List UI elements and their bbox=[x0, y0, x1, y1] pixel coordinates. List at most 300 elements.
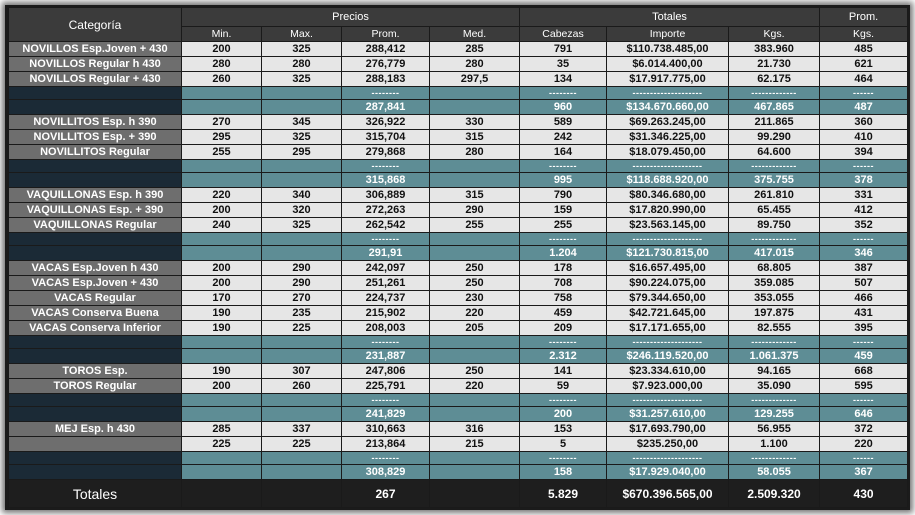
separator-cell bbox=[182, 233, 262, 246]
value-cell: 352 bbox=[820, 218, 908, 233]
value-cell: 325 bbox=[262, 42, 342, 57]
value-cell: 758 bbox=[520, 291, 607, 306]
value-cell: 708 bbox=[520, 276, 607, 291]
value-cell: 141 bbox=[520, 364, 607, 379]
summary-cell bbox=[182, 349, 262, 364]
value-cell: 250 bbox=[430, 364, 520, 379]
value-cell: 431 bbox=[820, 306, 908, 321]
separator-cell: -------- bbox=[520, 336, 607, 349]
value-cell: 297,5 bbox=[430, 72, 520, 87]
summary-cell: 287,841 bbox=[342, 100, 430, 115]
value-cell: 260 bbox=[182, 72, 262, 87]
value-cell: $80.346.680,00 bbox=[607, 188, 729, 203]
summary-cell: $118.688.920,00 bbox=[607, 173, 729, 188]
header-prom: Prom. bbox=[820, 8, 908, 27]
value-cell: 288,183 bbox=[342, 72, 430, 87]
category-cell: VAQUILLONAS Esp. h 390 bbox=[9, 188, 182, 203]
table-row bbox=[9, 276, 908, 291]
value-cell: 280 bbox=[262, 57, 342, 72]
table-row bbox=[9, 115, 908, 130]
value-cell: 280 bbox=[182, 57, 262, 72]
value-cell: $235.250,00 bbox=[607, 437, 729, 452]
summary-cell: 1.204 bbox=[520, 246, 607, 261]
value-cell: 331 bbox=[820, 188, 908, 203]
value-cell: 595 bbox=[820, 379, 908, 394]
summary-cell: 459 bbox=[820, 349, 908, 364]
table-row bbox=[9, 321, 908, 336]
category-cell: NOVILLITOS Regular bbox=[9, 145, 182, 160]
separator-row bbox=[9, 336, 908, 349]
separator-cell: ------------- bbox=[729, 336, 820, 349]
separator-category-cell bbox=[9, 87, 182, 100]
value-cell: $17.693.790,00 bbox=[607, 422, 729, 437]
summary-cell bbox=[430, 173, 520, 188]
value-cell: $6.014.400,00 bbox=[607, 57, 729, 72]
separator-cell: ------ bbox=[820, 452, 908, 465]
summary-cell: 158 bbox=[520, 465, 607, 480]
summary-cell: 995 bbox=[520, 173, 607, 188]
value-cell: 65.455 bbox=[729, 203, 820, 218]
separator-cell: -------- bbox=[520, 452, 607, 465]
separator-cell: -------- bbox=[520, 160, 607, 173]
value-cell: 320 bbox=[262, 203, 342, 218]
header-min: Min. bbox=[182, 27, 262, 42]
separator-cell bbox=[430, 87, 520, 100]
value-cell: $23.563.145,00 bbox=[607, 218, 729, 233]
separator-cell: -------- bbox=[342, 87, 430, 100]
value-cell: 280 bbox=[430, 145, 520, 160]
table-row bbox=[9, 57, 908, 72]
value-cell: $17.820.990,00 bbox=[607, 203, 729, 218]
summary-cell: 346 bbox=[820, 246, 908, 261]
separator-category-cell bbox=[9, 336, 182, 349]
value-cell: 262,542 bbox=[342, 218, 430, 233]
value-cell: 190 bbox=[182, 306, 262, 321]
separator-cell: -------------------- bbox=[607, 394, 729, 407]
value-cell: 395 bbox=[820, 321, 908, 336]
value-cell: 209 bbox=[520, 321, 607, 336]
value-cell: 82.555 bbox=[729, 321, 820, 336]
summary-cell bbox=[182, 246, 262, 261]
summary-cell bbox=[262, 246, 342, 261]
value-cell: 197.875 bbox=[729, 306, 820, 321]
value-cell: 261.810 bbox=[729, 188, 820, 203]
report-sheet bbox=[5, 5, 910, 510]
separator-cell bbox=[430, 452, 520, 465]
header-prom-precio: Prom. bbox=[342, 27, 430, 42]
table-row bbox=[9, 261, 908, 276]
summary-cell bbox=[182, 407, 262, 422]
value-cell: 205 bbox=[430, 321, 520, 336]
category-cell: VACAS Regular bbox=[9, 291, 182, 306]
summary-row bbox=[9, 100, 908, 115]
value-cell: 208,003 bbox=[342, 321, 430, 336]
value-cell: 285 bbox=[430, 42, 520, 57]
value-cell: 270 bbox=[262, 291, 342, 306]
separator-cell: -------------------- bbox=[607, 87, 729, 100]
value-cell: 200 bbox=[182, 276, 262, 291]
separator-row bbox=[9, 160, 908, 173]
value-cell: 56.955 bbox=[729, 422, 820, 437]
prices-table bbox=[8, 7, 908, 508]
separator-cell bbox=[430, 160, 520, 173]
summary-row bbox=[9, 465, 908, 480]
summary-cell: 129.255 bbox=[729, 407, 820, 422]
totals-cell bbox=[262, 480, 342, 508]
separator-cell: -------------------- bbox=[607, 160, 729, 173]
value-cell: 621 bbox=[820, 57, 908, 72]
header-kgs: Kgs. bbox=[729, 27, 820, 42]
separator-cell: ------------- bbox=[729, 394, 820, 407]
summary-cell bbox=[262, 100, 342, 115]
value-cell: 668 bbox=[820, 364, 908, 379]
value-cell: 64.600 bbox=[729, 145, 820, 160]
value-cell: 290 bbox=[262, 261, 342, 276]
value-cell: 383.960 bbox=[729, 42, 820, 57]
value-cell: 89.750 bbox=[729, 218, 820, 233]
value-cell: 250 bbox=[430, 261, 520, 276]
summary-cell: $31.257.610,00 bbox=[607, 407, 729, 422]
summary-cell: 231,887 bbox=[342, 349, 430, 364]
value-cell: 224,737 bbox=[342, 291, 430, 306]
separator-cell bbox=[182, 87, 262, 100]
separator-cell: ------------- bbox=[729, 87, 820, 100]
value-cell: 295 bbox=[182, 130, 262, 145]
value-cell: 200 bbox=[182, 379, 262, 394]
separator-cell: ------ bbox=[820, 394, 908, 407]
table-row bbox=[9, 379, 908, 394]
value-cell: 68.805 bbox=[729, 261, 820, 276]
summary-cell: $121.730.815,00 bbox=[607, 246, 729, 261]
value-cell: 359.085 bbox=[729, 276, 820, 291]
summary-row bbox=[9, 173, 908, 188]
value-cell: 288,412 bbox=[342, 42, 430, 57]
summary-cell: 417.015 bbox=[729, 246, 820, 261]
summary-cell: 646 bbox=[820, 407, 908, 422]
category-cell: VAQUILLONAS Esp. + 390 bbox=[9, 203, 182, 218]
separator-category-cell bbox=[9, 394, 182, 407]
summary-cell: 308,829 bbox=[342, 465, 430, 480]
summary-cell bbox=[430, 246, 520, 261]
totals-cell bbox=[430, 480, 520, 508]
value-cell: 306,889 bbox=[342, 188, 430, 203]
value-cell: 255 bbox=[182, 145, 262, 160]
value-cell: 394 bbox=[820, 145, 908, 160]
separator-cell: -------- bbox=[342, 233, 430, 246]
category-cell: VACAS Conserva Buena bbox=[9, 306, 182, 321]
totals-label: Totales bbox=[9, 480, 182, 508]
table-row bbox=[9, 437, 908, 452]
separator-cell bbox=[262, 452, 342, 465]
value-cell: 200 bbox=[182, 261, 262, 276]
value-cell: 464 bbox=[820, 72, 908, 87]
value-cell: 279,868 bbox=[342, 145, 430, 160]
separator-cell: ------ bbox=[820, 233, 908, 246]
value-cell: 330 bbox=[430, 115, 520, 130]
value-cell: 325 bbox=[262, 218, 342, 233]
separator-cell: -------------------- bbox=[607, 233, 729, 246]
value-cell: $16.657.495,00 bbox=[607, 261, 729, 276]
table-row bbox=[9, 130, 908, 145]
value-cell: 200 bbox=[182, 42, 262, 57]
summary-cell bbox=[182, 465, 262, 480]
value-cell: 59 bbox=[520, 379, 607, 394]
separator-cell bbox=[262, 394, 342, 407]
table-row bbox=[9, 72, 908, 87]
separator-category-cell bbox=[9, 160, 182, 173]
summary-cell: 2.312 bbox=[520, 349, 607, 364]
category-cell: VACAS Esp.Joven + 430 bbox=[9, 276, 182, 291]
totals-cell bbox=[182, 480, 262, 508]
summary-cell: 200 bbox=[520, 407, 607, 422]
summary-cell bbox=[262, 349, 342, 364]
value-cell: 220 bbox=[820, 437, 908, 452]
value-cell: $23.334.610,00 bbox=[607, 364, 729, 379]
separator-category-cell bbox=[9, 233, 182, 246]
summary-cell bbox=[430, 100, 520, 115]
header-importe: Importe bbox=[607, 27, 729, 42]
value-cell: 1.100 bbox=[729, 437, 820, 452]
table-body bbox=[9, 42, 908, 508]
summary-cell bbox=[182, 173, 262, 188]
summary-category-cell bbox=[9, 465, 182, 480]
separator-row bbox=[9, 394, 908, 407]
value-cell: 178 bbox=[520, 261, 607, 276]
separator-cell: -------- bbox=[520, 87, 607, 100]
value-cell: 99.290 bbox=[729, 130, 820, 145]
separator-cell bbox=[262, 336, 342, 349]
summary-cell: 378 bbox=[820, 173, 908, 188]
summary-category-cell bbox=[9, 407, 182, 422]
header-categoria: Categoría bbox=[9, 8, 182, 42]
value-cell: 255 bbox=[520, 218, 607, 233]
value-cell: $31.346.225,00 bbox=[607, 130, 729, 145]
value-cell: 159 bbox=[520, 203, 607, 218]
value-cell: 35 bbox=[520, 57, 607, 72]
category-cell: NOVILLOS Regular h 430 bbox=[9, 57, 182, 72]
table-row bbox=[9, 188, 908, 203]
value-cell: 507 bbox=[820, 276, 908, 291]
value-cell: 242,097 bbox=[342, 261, 430, 276]
separator-cell: ------ bbox=[820, 160, 908, 173]
separator-row bbox=[9, 452, 908, 465]
value-cell: $17.917.775,00 bbox=[607, 72, 729, 87]
value-cell: $110.738.485,00 bbox=[607, 42, 729, 57]
header-prom-kgs: Kgs. bbox=[820, 27, 908, 42]
separator-cell: -------- bbox=[342, 336, 430, 349]
value-cell: 290 bbox=[262, 276, 342, 291]
value-cell: 220 bbox=[182, 188, 262, 203]
value-cell: 225 bbox=[182, 437, 262, 452]
header-max: Max. bbox=[262, 27, 342, 42]
value-cell: 255 bbox=[430, 218, 520, 233]
separator-cell: ------ bbox=[820, 87, 908, 100]
value-cell: 240 bbox=[182, 218, 262, 233]
separator-cell bbox=[262, 160, 342, 173]
summary-cell: 960 bbox=[520, 100, 607, 115]
value-cell: 270 bbox=[182, 115, 262, 130]
value-cell: 307 bbox=[262, 364, 342, 379]
separator-category-cell bbox=[9, 452, 182, 465]
separator-cell: ------------- bbox=[729, 452, 820, 465]
value-cell: 372 bbox=[820, 422, 908, 437]
summary-cell: $17.929.040,00 bbox=[607, 465, 729, 480]
separator-cell: ------------- bbox=[729, 233, 820, 246]
value-cell: 200 bbox=[182, 203, 262, 218]
summary-cell: 58.055 bbox=[729, 465, 820, 480]
value-cell: 230 bbox=[430, 291, 520, 306]
separator-cell: ------ bbox=[820, 336, 908, 349]
table-row bbox=[9, 145, 908, 160]
summary-cell bbox=[430, 465, 520, 480]
value-cell: 459 bbox=[520, 306, 607, 321]
value-cell: 790 bbox=[520, 188, 607, 203]
value-cell: 387 bbox=[820, 261, 908, 276]
summary-category-cell bbox=[9, 246, 182, 261]
summary-category-cell bbox=[9, 100, 182, 115]
value-cell: 220 bbox=[430, 379, 520, 394]
separator-cell bbox=[262, 87, 342, 100]
separator-cell: -------------------- bbox=[607, 336, 729, 349]
summary-cell bbox=[182, 100, 262, 115]
summary-cell: $246.119.520,00 bbox=[607, 349, 729, 364]
value-cell: 250 bbox=[430, 276, 520, 291]
totals-cell: $670.396.565,00 bbox=[607, 480, 729, 508]
value-cell: 272,263 bbox=[342, 203, 430, 218]
value-cell: 134 bbox=[520, 72, 607, 87]
category-cell bbox=[9, 437, 182, 452]
summary-cell: 241,829 bbox=[342, 407, 430, 422]
value-cell: 325 bbox=[262, 72, 342, 87]
summary-cell: 291,91 bbox=[342, 246, 430, 261]
category-cell: VACAS Conserva Inferior bbox=[9, 321, 182, 336]
value-cell: 315,704 bbox=[342, 130, 430, 145]
value-cell: $79.344.650,00 bbox=[607, 291, 729, 306]
value-cell: 260 bbox=[262, 379, 342, 394]
value-cell: 353.055 bbox=[729, 291, 820, 306]
value-cell: 251,261 bbox=[342, 276, 430, 291]
category-cell: NOVILLOS Esp.Joven + 430 bbox=[9, 42, 182, 57]
value-cell: 410 bbox=[820, 130, 908, 145]
value-cell: 345 bbox=[262, 115, 342, 130]
summary-category-cell bbox=[9, 173, 182, 188]
value-cell: 315 bbox=[430, 188, 520, 203]
summary-cell bbox=[262, 173, 342, 188]
value-cell: 337 bbox=[262, 422, 342, 437]
separator-cell: ------------- bbox=[729, 160, 820, 173]
value-cell: 21.730 bbox=[729, 57, 820, 72]
separator-cell bbox=[430, 336, 520, 349]
table-row bbox=[9, 422, 908, 437]
category-cell: NOVILLITOS Esp. + 390 bbox=[9, 130, 182, 145]
value-cell: 164 bbox=[520, 145, 607, 160]
totals-cell: 267 bbox=[342, 480, 430, 508]
value-cell: 325 bbox=[262, 130, 342, 145]
separator-cell bbox=[182, 336, 262, 349]
separator-cell: -------------------- bbox=[607, 452, 729, 465]
table-row bbox=[9, 306, 908, 321]
table-row bbox=[9, 364, 908, 379]
value-cell: $18.079.450,00 bbox=[607, 145, 729, 160]
value-cell: $7.923.000,00 bbox=[607, 379, 729, 394]
value-cell: 62.175 bbox=[729, 72, 820, 87]
category-cell: TOROS Esp. bbox=[9, 364, 182, 379]
category-cell: VACAS Esp.Joven h 430 bbox=[9, 261, 182, 276]
value-cell: 211.865 bbox=[729, 115, 820, 130]
value-cell: 326,922 bbox=[342, 115, 430, 130]
value-cell: 215,902 bbox=[342, 306, 430, 321]
value-cell: 213,864 bbox=[342, 437, 430, 452]
value-cell: 285 bbox=[182, 422, 262, 437]
value-cell: 791 bbox=[520, 42, 607, 57]
value-cell: $69.263.245,00 bbox=[607, 115, 729, 130]
value-cell: 276,779 bbox=[342, 57, 430, 72]
table-row bbox=[9, 218, 908, 233]
summary-cell: 367 bbox=[820, 465, 908, 480]
value-cell: 153 bbox=[520, 422, 607, 437]
value-cell: 316 bbox=[430, 422, 520, 437]
separator-cell bbox=[430, 394, 520, 407]
separator-cell: -------- bbox=[520, 233, 607, 246]
summary-cell: 315,868 bbox=[342, 173, 430, 188]
value-cell: 315 bbox=[430, 130, 520, 145]
separator-cell: -------- bbox=[520, 394, 607, 407]
separator-cell bbox=[430, 233, 520, 246]
category-cell: NOVILLITOS Esp. h 390 bbox=[9, 115, 182, 130]
summary-cell bbox=[262, 407, 342, 422]
summary-cell: $134.670.660,00 bbox=[607, 100, 729, 115]
value-cell: 35.090 bbox=[729, 379, 820, 394]
value-cell: 235 bbox=[262, 306, 342, 321]
summary-cell: 487 bbox=[820, 100, 908, 115]
separator-row bbox=[9, 87, 908, 100]
value-cell: 225,791 bbox=[342, 379, 430, 394]
summary-cell bbox=[430, 349, 520, 364]
summary-cell: 1.061.375 bbox=[729, 349, 820, 364]
separator-cell bbox=[182, 452, 262, 465]
category-cell: MEJ Esp. h 430 bbox=[9, 422, 182, 437]
value-cell: 340 bbox=[262, 188, 342, 203]
totals-cell: 5.829 bbox=[520, 480, 607, 508]
summary-cell bbox=[430, 407, 520, 422]
value-cell: 280 bbox=[430, 57, 520, 72]
header-precios: Precios bbox=[182, 8, 520, 27]
summary-category-cell bbox=[9, 349, 182, 364]
separator-cell: -------- bbox=[342, 160, 430, 173]
category-cell: TOROS Regular bbox=[9, 379, 182, 394]
value-cell: $17.171.655,00 bbox=[607, 321, 729, 336]
value-cell: 94.165 bbox=[729, 364, 820, 379]
totals-row bbox=[9, 480, 908, 508]
value-cell: 225 bbox=[262, 437, 342, 452]
value-cell: 295 bbox=[262, 145, 342, 160]
value-cell: 220 bbox=[430, 306, 520, 321]
value-cell: 225 bbox=[262, 321, 342, 336]
value-cell: 412 bbox=[820, 203, 908, 218]
value-cell: $42.721.645,00 bbox=[607, 306, 729, 321]
separator-cell bbox=[182, 160, 262, 173]
header-totales: Totales bbox=[520, 8, 820, 27]
value-cell: 310,663 bbox=[342, 422, 430, 437]
value-cell: $90.224.075,00 bbox=[607, 276, 729, 291]
value-cell: 247,806 bbox=[342, 364, 430, 379]
value-cell: 360 bbox=[820, 115, 908, 130]
table-row bbox=[9, 203, 908, 218]
separator-cell: -------- bbox=[342, 394, 430, 407]
header-med: Med. bbox=[430, 27, 520, 42]
value-cell: 5 bbox=[520, 437, 607, 452]
table-row bbox=[9, 42, 908, 57]
